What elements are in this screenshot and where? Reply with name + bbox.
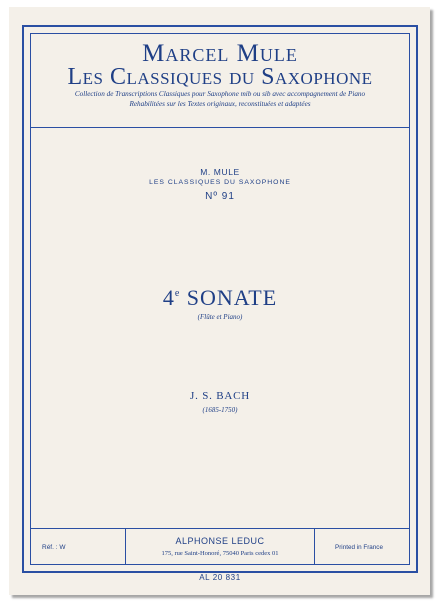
work-name: SONATE [186,285,278,310]
collection-author: Marcel Mule [142,40,298,67]
composer-name: J. S. BACH [190,390,250,402]
collection-description-line2: Rehabilitées sur les Textes originaux, reconstituées et adaptées [129,100,311,108]
work-ordinal-suffix: e [174,288,181,299]
series-name: LES CLASSIQUES DU SAXOPHONE [149,179,291,186]
collection-description-line1: Collection de Transcriptions Classiques pour Saxophone mib ou sib avec accompagnement de Piano [74,90,366,98]
reference-code: Réf. : W [42,544,66,551]
composer-dates: (1685-1750) [202,406,238,414]
publisher-address: 175, rue Saint-Honoré, 75040 Paris cedex 01 [161,550,279,557]
series-number: Nº 91 [205,191,235,202]
work-ordinal: 4 [162,285,175,310]
header-divider [30,127,410,128]
printed-in: Printed in France [335,544,383,551]
publisher-block [125,528,315,565]
collection-title: Les Classiques du Saxophone [67,64,373,90]
instrumentation: (Flûte et Piano) [197,313,243,321]
series-author: M. MULE [200,167,240,177]
plate-number: AL 20 831 [199,573,241,582]
publisher-name: ALPHONSE LEDUC [175,536,265,546]
work-title [30,285,410,311]
